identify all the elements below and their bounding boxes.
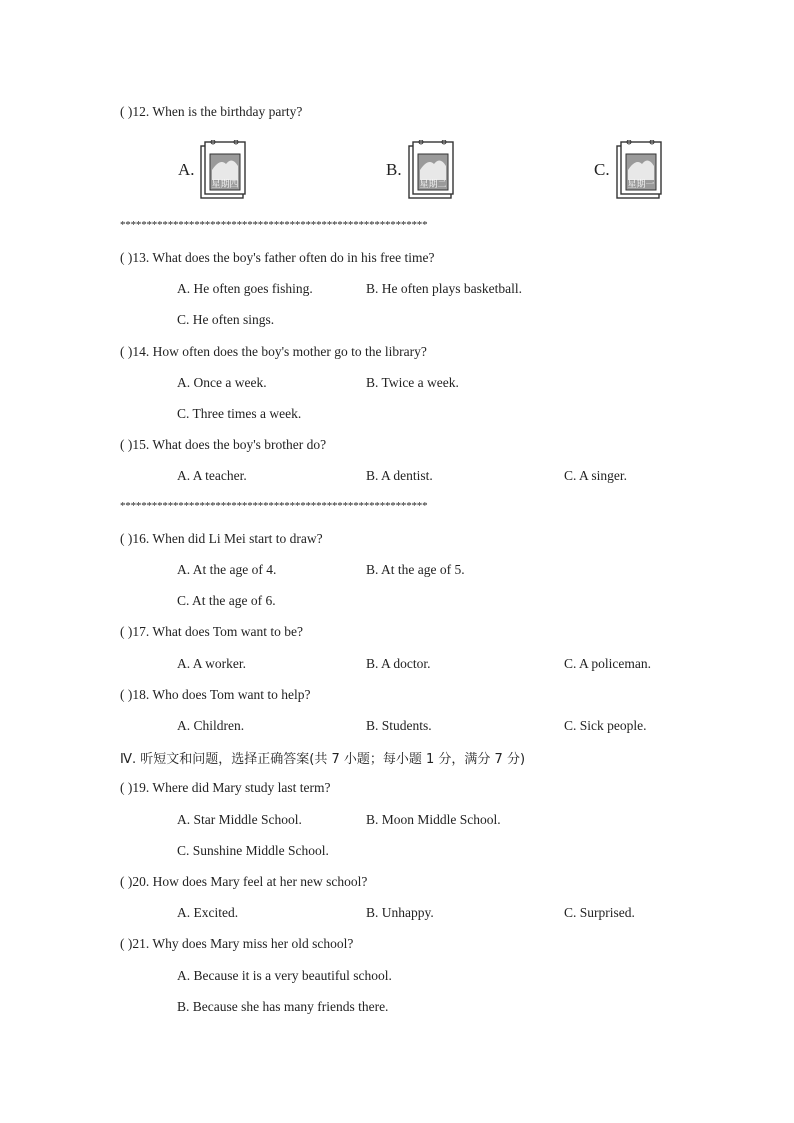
q21-option-b: B. Because she has many friends there. <box>177 999 389 1014</box>
question-20: ( )20. How does Mary feel at her new school? <box>120 874 368 889</box>
q13-option-c: C. He often sings. <box>177 312 275 327</box>
q14-option-c: C. Three times a week. <box>177 406 302 421</box>
q15-option-b: B. A dentist. <box>366 468 433 483</box>
option-a-label: A. <box>178 160 195 179</box>
question-14: ( )14. How often does the boy's mother go to the library? <box>120 344 427 359</box>
q20-option-c: C. Surprised. <box>564 905 635 920</box>
q19-option-a: A. Star Middle School. <box>177 812 302 827</box>
q21-option-a: A. Because it is a very beautiful school. <box>177 968 392 983</box>
separator-2: ********************************************************** <box>120 500 428 512</box>
option-c-label: C. <box>594 160 610 179</box>
q18-option-a: A. Children. <box>177 718 245 733</box>
question-19: ( )19. Where did Mary study last term? <box>120 780 331 795</box>
q16-option-b: B. At the age of 5. <box>366 562 465 577</box>
q19-option-b: B. Moon Middle School. <box>366 812 501 827</box>
calendar-icon-b <box>406 140 456 202</box>
q18-option-c: C. Sick people. <box>564 718 647 733</box>
question-13: ( )13. What does the boy's father often do in his free time? <box>120 250 435 265</box>
question-15: ( )15. What does the boy's brother do? <box>120 437 327 452</box>
q17-option-b: B. A doctor. <box>366 656 431 671</box>
q17-option-a: A. A worker. <box>177 656 246 671</box>
separator-1: ********************************************************** <box>120 219 428 231</box>
q14-option-b: B. Twice a week. <box>366 375 459 390</box>
q13-option-b: B. He often plays basketball. <box>366 281 522 296</box>
section-4-heading: Ⅳ. 听短文和问题，选择正确答案(共 7 小题；每小题 1 分，满分 7 分) <box>120 752 526 767</box>
q20-option-b: B. Unhappy. <box>366 905 434 920</box>
calendar-c-text: 星期一 <box>627 180 655 190</box>
question-17: ( )17. What does Tom want to be? <box>120 624 304 639</box>
calendar-icon-c <box>614 140 664 202</box>
q16-option-a: A. At the age of 4. <box>177 562 277 577</box>
q19-option-c: C. Sunshine Middle School. <box>177 843 329 858</box>
q13-option-a: A. He often goes fishing. <box>177 281 313 296</box>
q15-option-a: A. A teacher. <box>177 468 247 483</box>
q16-option-c: C. At the age of 6. <box>177 593 276 608</box>
calendar-b-text: 星期二 <box>419 180 447 190</box>
question-21: ( )21. Why does Mary miss her old school? <box>120 936 354 951</box>
calendar-icon-a <box>198 140 248 202</box>
question-16: ( )16. When did Li Mei start to draw? <box>120 531 323 546</box>
calendar-a-text: 星期四 <box>211 180 239 190</box>
option-b-label: B. <box>386 160 402 179</box>
q20-option-a: A. Excited. <box>177 905 239 920</box>
q14-option-a: A. Once a week. <box>177 375 267 390</box>
q15-option-c: C. A singer. <box>564 468 628 483</box>
q17-option-c: C. A policeman. <box>564 656 651 671</box>
question-18: ( )18. Who does Tom want to help? <box>120 687 311 702</box>
q18-option-b: B. Students. <box>366 718 432 733</box>
question-12: ( )12. When is the birthday party? <box>120 104 303 119</box>
